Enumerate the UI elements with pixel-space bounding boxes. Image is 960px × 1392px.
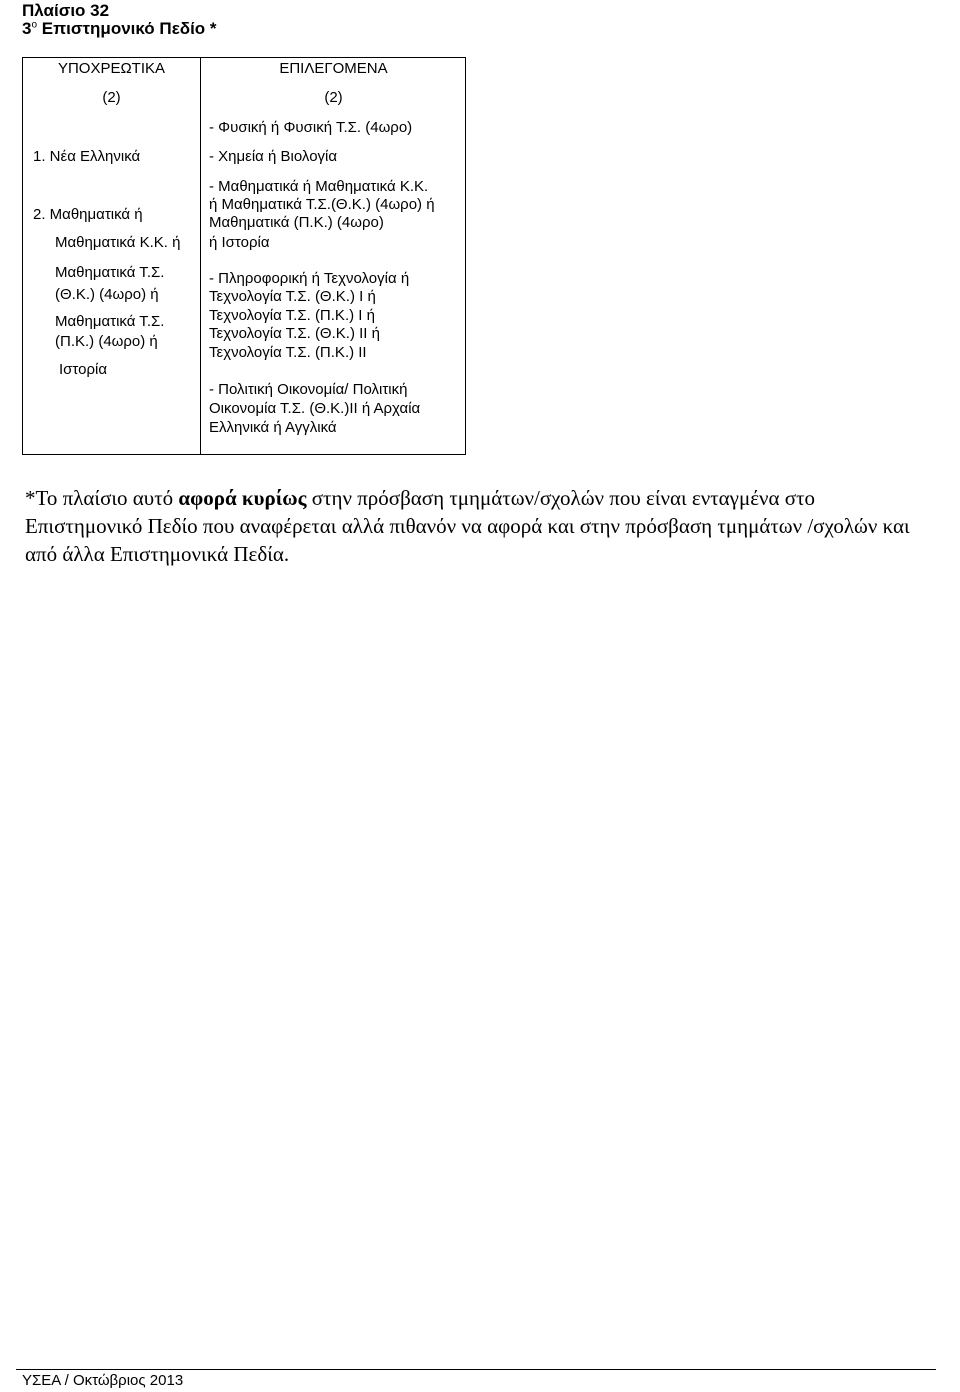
mandatory-header: ΥΠΟΧΡΕΩΤΙΚΑ <box>57 60 166 77</box>
elective-line: Οικονομία Τ.Σ. (Θ.Κ.)ΙΙ ή Αρχαία <box>209 400 421 417</box>
elective-line: Ελληνικά ή Αγγλικά <box>209 419 337 436</box>
mandatory-item: Μαθηματικά Κ.Κ. ή <box>55 234 181 251</box>
elective-header: ΕΠΙΛΕΓΟΜΕΝΑ <box>279 60 388 77</box>
elective-line: Τεχνολογία Τ.Σ. (Θ.Κ.) Ι ή <box>209 288 376 305</box>
elective-line: ή Ιστορία <box>209 234 270 251</box>
elective-count: (2) <box>324 89 343 106</box>
footnote-text: στην πρόσβαση τμημάτων/σχολών που είναι ενταγμένα στο Επιστημονικό Πεδίο που αναφέρεται αλλά πιθανόν να αφορά και στην πρόσβαση τμημάτων /σχολών και από άλλα Επιστημονικά Πεδία. <box>25 486 910 566</box>
mandatory-item: Μαθηματικά Τ.Σ. <box>55 313 165 330</box>
footer-divider <box>16 1369 936 1370</box>
mandatory-item: Ιστορία <box>59 361 108 378</box>
elective-line: - Φυσική ή Φυσική Τ.Σ. (4ωρο) <box>209 119 413 136</box>
mandatory-count: (2) <box>102 89 121 106</box>
elective-line: Μαθηματικά (Π.Κ.) (4ωρο) <box>209 214 384 231</box>
elective-line: Τεχνολογία Τ.Σ. (Π.Κ.) ΙΙ <box>209 344 367 361</box>
mandatory-item: 2. Μαθηματικά ή <box>33 206 143 223</box>
elective-line: Τεχνολογία Τ.Σ. (Θ.Κ.) ΙΙ ή <box>209 325 380 342</box>
column-divider <box>200 58 201 454</box>
elective-line: - Πληροφορική ή Τεχνολογία ή <box>209 270 410 287</box>
elective-line: ή Μαθηματικά Τ.Σ.(Θ.Κ.) (4ωρο) ή <box>209 196 435 213</box>
elective-line: - Μαθηματικά ή Μαθηματικά Κ.Κ. <box>209 178 429 195</box>
elective-line: - Πολιτική Οικονομία/ Πολιτική <box>209 381 408 398</box>
mandatory-item: Μαθηματικά Τ.Σ. <box>55 264 165 281</box>
mandatory-item: (Π.Κ.) (4ωρο) ή <box>55 333 158 350</box>
field-name: Επιστημονικό Πεδίο * <box>37 19 217 38</box>
field-title <box>22 19 217 39</box>
footnote-text: *Το πλαίσιο αυτό <box>25 486 179 510</box>
elective-line: Τεχνολογία Τ.Σ. (Π.Κ.) Ι ή <box>209 307 375 324</box>
footnote-emphasis: αφορά κυρίως <box>178 486 307 510</box>
elective-line: - Χημεία ή Βιολογία <box>209 148 338 165</box>
subjects-table <box>22 57 466 455</box>
mandatory-item: (Θ.Κ.) (4ωρο) ή <box>55 286 159 303</box>
page-footer: ΥΣΕΑ / Οκτώβριος 2013 <box>22 1372 184 1389</box>
box-title: Πλαίσιο 32 <box>22 1 110 20</box>
footnote <box>25 484 935 568</box>
mandatory-item: 1. Νέα Ελληνικά <box>33 148 141 165</box>
field-number: 3 <box>22 19 32 38</box>
ordinal-superscript: ο <box>31 19 38 31</box>
